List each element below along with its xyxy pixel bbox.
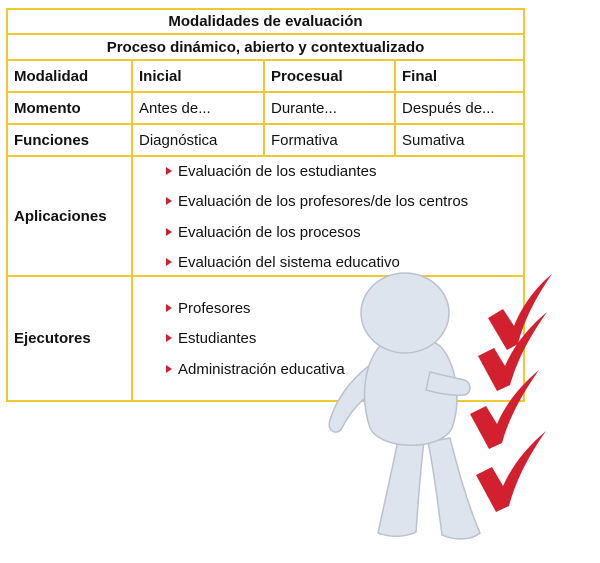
list-item-text: Evaluación de los profesores/de los centros [178, 192, 469, 210]
header-inicial: Inicial [139, 67, 182, 85]
table-subtitle: Proceso dinámico, abierto y contextualizado [106, 38, 425, 56]
list-item-text: Evaluación de los estudiantes [178, 162, 377, 180]
header-procesual: Procesual [271, 67, 343, 85]
checkmark-icon [488, 274, 552, 350]
header-modalidad: Modalidad [14, 67, 89, 85]
person-figure-icon [329, 273, 480, 539]
list-item-text: Estudiantes [178, 329, 257, 347]
row-label-momento: Momento [14, 99, 81, 117]
cell-momento-procesual: Durante... [271, 99, 337, 117]
cell-funciones-inicial: Diagnóstica [139, 131, 218, 149]
checkmarks [470, 274, 552, 512]
list-item-text: Evaluación de los procesos [178, 223, 361, 241]
list-item-text: Evaluación del sistema educativo [178, 253, 400, 271]
table-title: Modalidades de evaluación [168, 13, 363, 30]
row-label-funciones: Funciones [14, 131, 90, 149]
row-label-ejecutores: Ejecutores [14, 330, 91, 347]
cell-funciones-final: Sumativa [402, 131, 465, 149]
cell-funciones-procesual: Formativa [271, 131, 338, 149]
list-item-text: Profesores [178, 299, 251, 317]
cell-momento-final: Después de... [402, 99, 495, 117]
list-item-text: Administración educativa [178, 360, 345, 378]
header-final: Final [402, 67, 438, 85]
row-label-aplicaciones: Aplicaciones [14, 207, 107, 225]
cell-momento-inicial: Antes de... [139, 99, 211, 117]
